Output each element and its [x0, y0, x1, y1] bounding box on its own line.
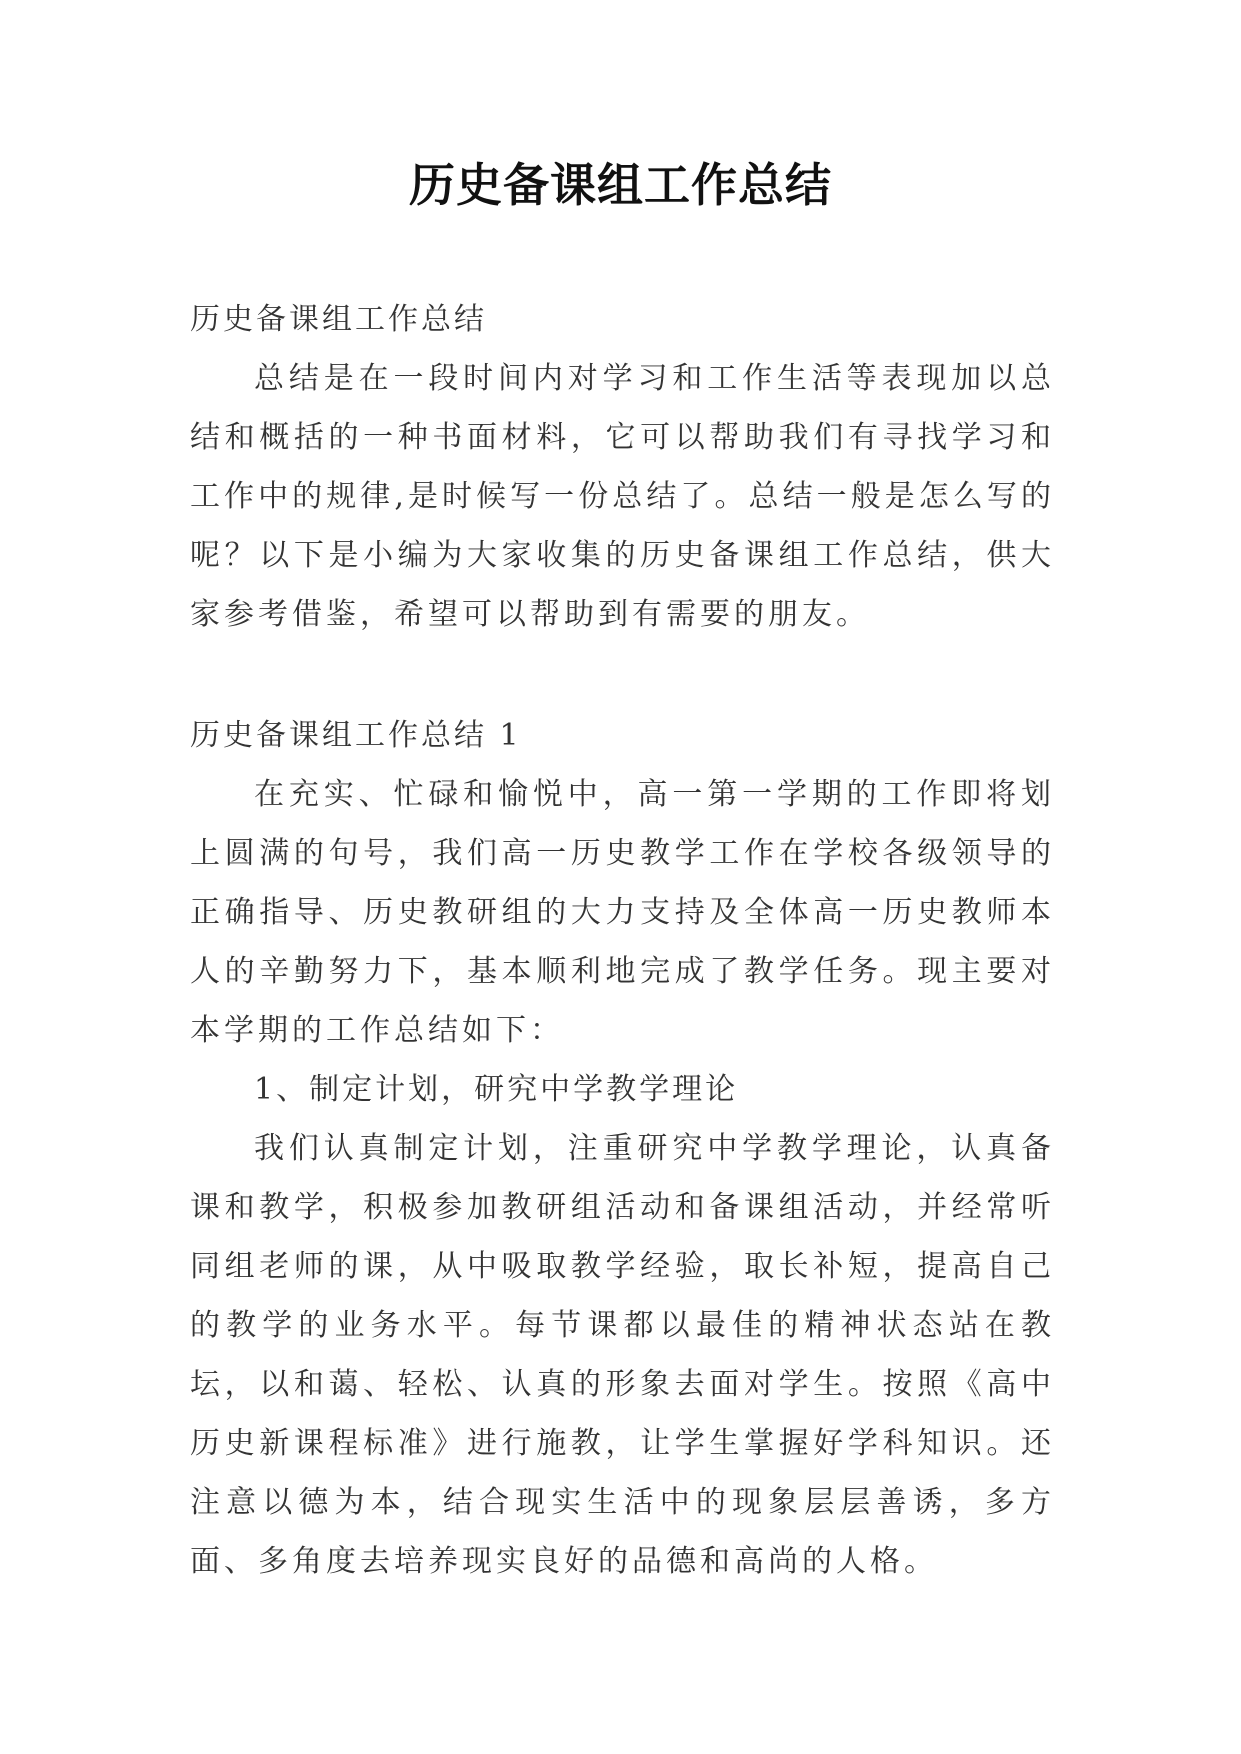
intro-heading: 历史备课组工作总结 [190, 302, 487, 337]
document-title: 历史备课组工作总结 [409, 158, 832, 212]
section1-heading: 历史备课组工作总结 1 [190, 718, 522, 753]
section-spacer [190, 644, 1055, 706]
section1-paragraph: 在充实、忙碌和愉悦中，高一第一学期的工作即将划上圆满的句号，我们高一历史教学工作在学校各级领导的正确指导、历史教研组的大力支持及全体高一历史教师本人的辛勤努力下，基本顺利地完成了教学任务。现主要对本学期的工作总结如下： [190, 777, 1055, 1048]
item1-heading: 1、制定计划，研究中学教学理论 [254, 1072, 739, 1107]
document-body [190, 290, 1055, 1591]
intro-paragraph: 总结是在一段时间内对学习和工作生活等表现加以总结和概括的一种书面材料，它可以帮助我们有寻找学习和工作中的规律,是时候写一份总结了。总结一般是怎么写的呢？以下是小编为大家收集的历史备课组工作总结，供大家参考借鉴，希望可以帮助到有需要的朋友。 [190, 361, 1055, 632]
item1-paragraph: 我们认真制定计划，注重研究中学教学理论，认真备课和教学，积极参加教研组活动和备课组活动，并经常听同组老师的课，从中吸取教学经验，取长补短，提高自己的教学的业务水平。每节课都以最佳的精神状态站在教坛，以和蔼、轻松、认真的形象去面对学生。按照《高中历史新课程标准》进行施教，让学生掌握好学科知识。还注意以德为本，结合现实生活中的现象层层善诱，多方面、多角度去培养现实良好的品德和高尚的人格。 [190, 1131, 1055, 1579]
